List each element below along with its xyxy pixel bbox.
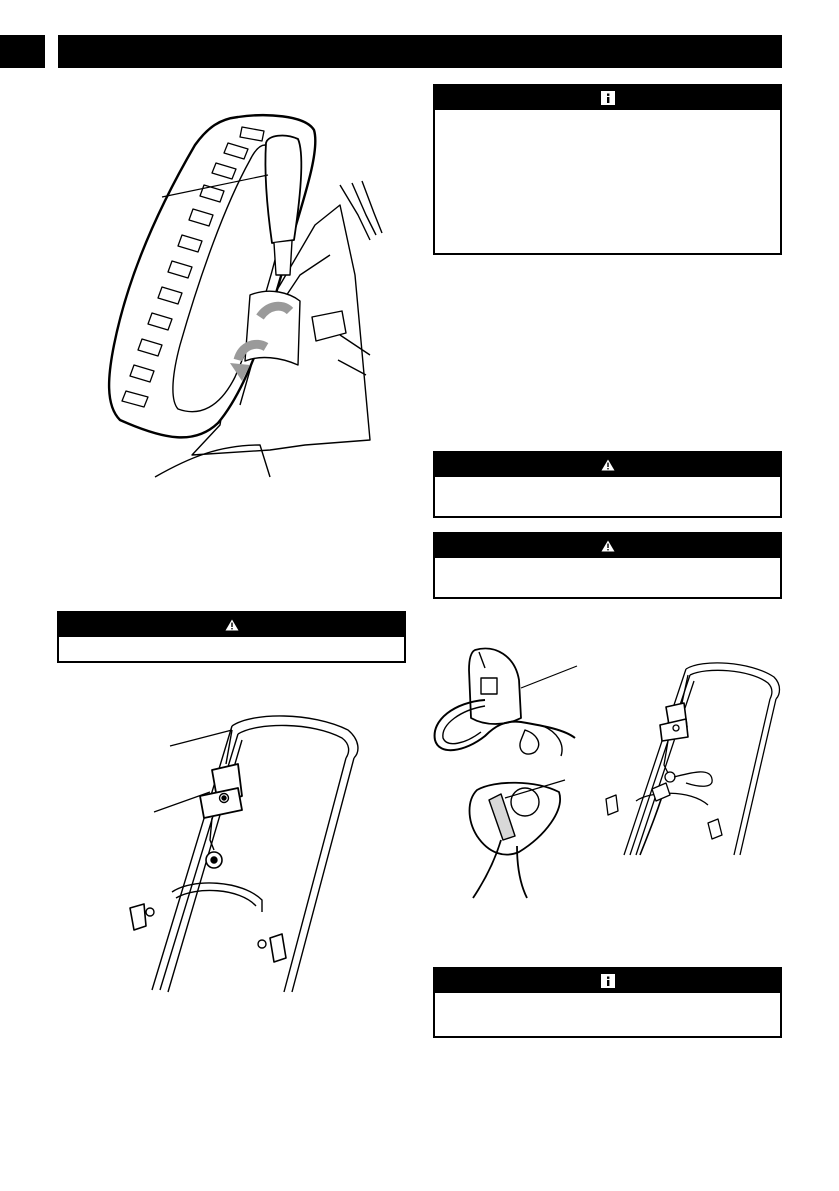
wheel-height-lever-drawing (100, 105, 390, 485)
info-notice-bottom (433, 967, 782, 1038)
wheel-height-lever-figure (100, 105, 390, 485)
info-icon (601, 974, 615, 988)
warning-notice-2 (433, 532, 782, 599)
handle-switch-box-drawing (92, 700, 382, 1000)
page-header-bar (58, 35, 782, 68)
warning-icon (225, 619, 239, 631)
handle-cord-attached-drawing (590, 655, 790, 860)
warning-icon (601, 540, 615, 552)
info-notice-header (435, 86, 780, 110)
warning-notice-3-header (59, 613, 404, 637)
warning-notice-3 (57, 611, 406, 663)
info-notice-top (433, 84, 782, 255)
handle-cord-attached-figure (590, 655, 790, 860)
warning-notice-2-header (435, 534, 780, 558)
info-icon (601, 91, 615, 105)
warning-icon (601, 459, 615, 471)
handle-switch-box-figure (92, 700, 382, 1000)
info-notice-bottom-header (435, 969, 780, 993)
cord-retainer-figure (425, 640, 585, 900)
warning-notice-1 (433, 451, 782, 518)
language-tab (0, 35, 45, 68)
cord-retainer-drawing (425, 640, 585, 900)
warning-notice-1-header (435, 453, 780, 477)
